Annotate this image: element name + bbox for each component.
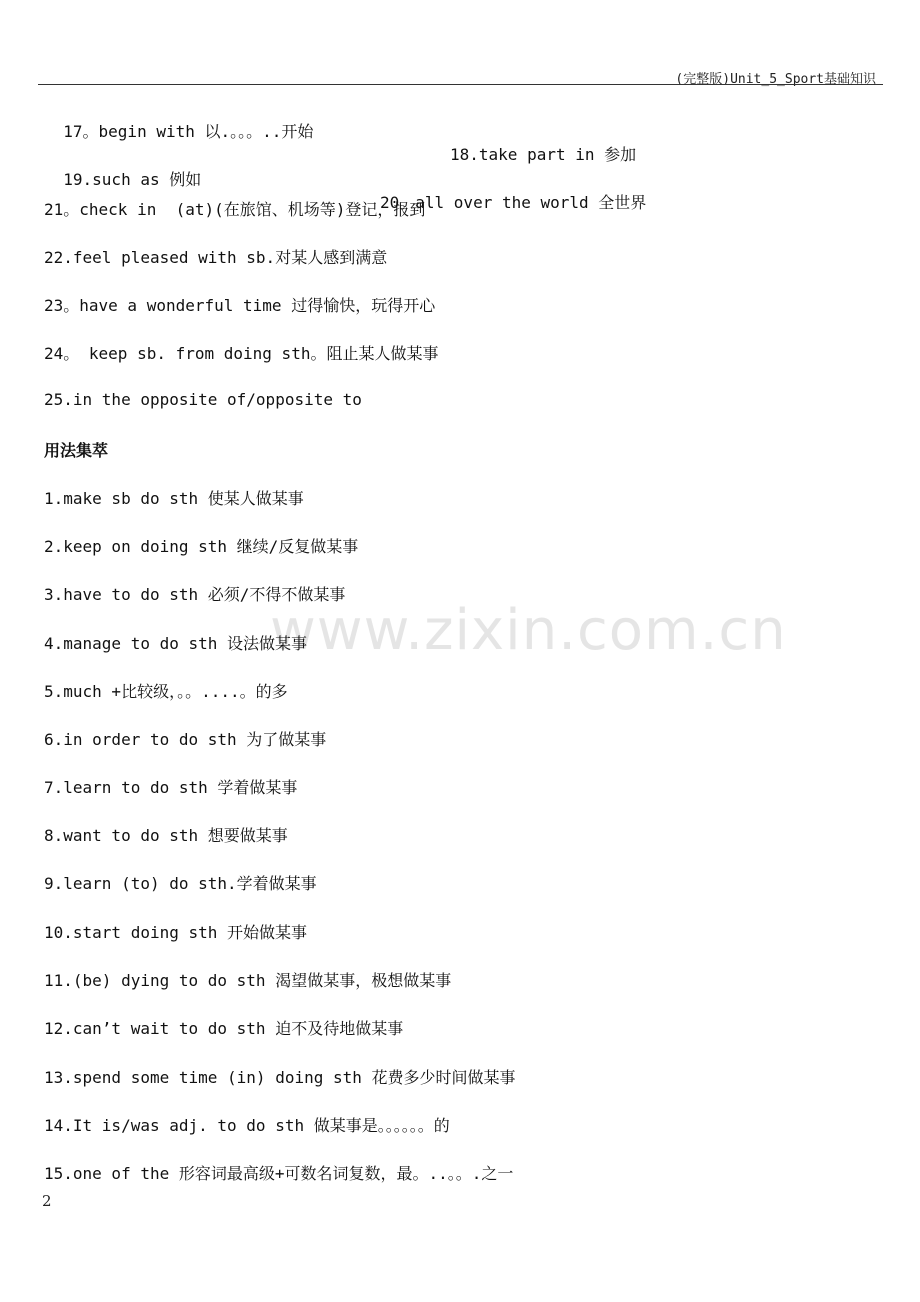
usage-item: 12.can’t wait to do sth 迫不及待地做某事 [44,1019,404,1038]
phrase-25: 25.in the opposite of/opposite to [44,390,362,409]
phrase-17: 17。begin with 以.。。。..开始 [63,122,314,141]
usage-item: 2.keep on doing sth 继续/反复做某事 [44,537,359,556]
phrase-19: 19.such as 例如 [63,170,202,189]
phrase-23: 23。have a wonderful time 过得愉快，玩得开心 [44,296,436,315]
usage-item: 9.learn (to) do sth.学着做某事 [44,874,317,893]
watermark: www.zixin.com.cn [270,598,787,663]
header-rule [38,84,883,85]
phrase-21: 21。check in (at)(在旅馆、机场等)登记，报到 [44,200,426,219]
usage-item: 4.manage to do sth 设法做某事 [44,634,308,653]
page-number: 2 [42,1192,52,1210]
usage-item: 5.much +比较级，。。....。的多 [44,682,288,701]
usage-item: 13.spend some time (in) doing sth 花费多少时间做某事 [44,1068,516,1087]
usage-item: 6.in order to do sth 为了做某事 [44,730,327,749]
usage-item: 10.start doing sth 开始做某事 [44,923,308,942]
phrase-20: 20。all over the world 全世界 [380,193,647,212]
usage-item: 14.It is/was adj. to do sth 做某事是。。。。。。的 [44,1116,450,1135]
usage-item: 15.one of the 形容词最高级+可数名词复数，最。..。。.之一 [44,1164,514,1183]
usage-item: 3.have to do sth 必须/不得不做某事 [44,585,346,604]
usage-item: 8.want to do sth 想要做某事 [44,826,288,845]
usage-item: 11.(be) dying to do sth 渴望做某事，极想做某事 [44,971,452,990]
usage-item: 7.learn to do sth 学着做某事 [44,778,298,797]
usage-item: 1.make sb do sth 使某人做某事 [44,489,304,508]
page-header: (完整版)Unit_5_Sport基础知识 [675,72,876,87]
phrase-22: 22.feel pleased with sb.对某人感到满意 [44,248,388,267]
phrase-24: 24。 keep sb. from doing sth。阻止某人做某事 [44,344,439,363]
section-title: 用法集萃 [44,441,109,460]
phrase-18: 18.take part in 参加 [450,145,637,164]
